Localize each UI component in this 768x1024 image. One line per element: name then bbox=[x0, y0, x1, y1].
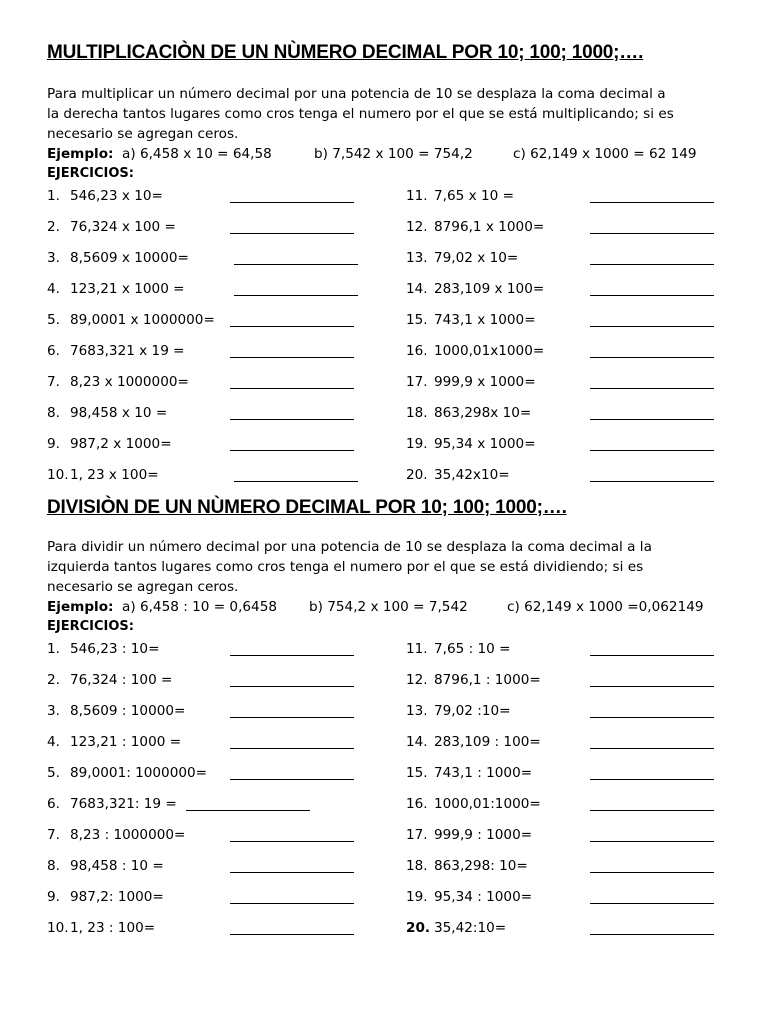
answer-blank[interactable] bbox=[230, 374, 354, 389]
exercise-number: 16. bbox=[406, 796, 428, 812]
example-label: Ejemplo: bbox=[47, 599, 114, 615]
exercise-expression: 1000,01:1000= bbox=[434, 796, 541, 812]
division-rule-line-3: necesario se agregan ceros. bbox=[47, 579, 239, 595]
exercise-number: 10. bbox=[47, 467, 69, 483]
answer-blank[interactable] bbox=[590, 672, 714, 687]
exercise-expression: 7683,321 x 19 = bbox=[70, 343, 185, 359]
exercise-number: 2. bbox=[47, 672, 60, 688]
exercise-expression: 8,5609 : 10000= bbox=[70, 703, 186, 719]
exercise-expression: 987,2 x 1000= bbox=[70, 436, 172, 452]
example-c: c) 62,149 x 1000 = 62 149 bbox=[513, 146, 697, 162]
answer-blank[interactable] bbox=[230, 765, 354, 780]
answer-blank[interactable] bbox=[590, 734, 714, 749]
exercise-number: 9. bbox=[47, 889, 60, 905]
answer-blank[interactable] bbox=[230, 827, 354, 842]
exercise-row bbox=[47, 791, 727, 822]
exercise-row bbox=[47, 400, 727, 431]
exercise-expression: 743,1 x 1000= bbox=[434, 312, 536, 328]
exercise-row bbox=[47, 431, 727, 462]
answer-blank[interactable] bbox=[230, 703, 354, 718]
exercise-row bbox=[47, 338, 727, 369]
exercise-expression: 8,23 x 1000000= bbox=[70, 374, 189, 390]
answer-blank[interactable] bbox=[590, 312, 714, 327]
exercises-heading: EJERCICIOS: bbox=[47, 619, 134, 634]
exercise-number: 19. bbox=[406, 889, 428, 905]
example-b: b) 754,2 x 100 = 7,542 bbox=[309, 599, 468, 615]
answer-blank[interactable] bbox=[230, 312, 354, 327]
exercise-row bbox=[47, 884, 727, 915]
division-rule-line-1: Para dividir un número decimal por una potencia de 10 se desplaza la coma decimal a la bbox=[47, 539, 652, 555]
answer-blank[interactable] bbox=[230, 858, 354, 873]
answer-blank[interactable] bbox=[230, 405, 354, 420]
exercise-expression: 8,5609 x 10000= bbox=[70, 250, 189, 266]
exercise-row bbox=[47, 822, 727, 853]
exercise-number: 18. bbox=[406, 858, 428, 874]
exercise-row bbox=[47, 729, 727, 760]
exercise-number: 6. bbox=[47, 343, 60, 359]
exercise-number: 1. bbox=[47, 641, 60, 657]
answer-blank[interactable] bbox=[590, 343, 714, 358]
answer-blank[interactable] bbox=[590, 405, 714, 420]
exercise-number: 11. bbox=[406, 188, 428, 204]
answer-blank[interactable] bbox=[234, 281, 358, 296]
answer-blank[interactable] bbox=[590, 889, 714, 904]
answer-blank[interactable] bbox=[590, 467, 714, 482]
answer-blank[interactable] bbox=[590, 641, 714, 656]
exercise-number: 14. bbox=[406, 734, 428, 750]
multiplication-title: MULTIPLICACIÒN DE UN NÙMERO DECIMAL POR 10; 100; 1000;…. bbox=[47, 42, 644, 63]
exercise-number: 13. bbox=[406, 703, 428, 719]
exercise-expression: 1, 23 : 100= bbox=[70, 920, 156, 936]
division-rule-line-2: izquierda tantos lugares como cros tenga el numero por el que se está dividiendo; si es bbox=[47, 559, 644, 575]
exercise-expression: 546,23 : 10= bbox=[70, 641, 160, 657]
exercise-row bbox=[47, 276, 727, 307]
example-label: Ejemplo: bbox=[47, 146, 114, 162]
exercise-expression: 7,65 : 10 = bbox=[434, 641, 511, 657]
exercise-number: 9. bbox=[47, 436, 60, 452]
exercise-expression: 1, 23 x 100= bbox=[70, 467, 159, 483]
answer-blank[interactable] bbox=[234, 250, 358, 265]
exercise-expression: 8796,1 : 1000= bbox=[434, 672, 541, 688]
exercise-expression: 7683,321: 19 = bbox=[70, 796, 177, 812]
division-section bbox=[47, 497, 727, 946]
exercise-number: 7. bbox=[47, 827, 60, 843]
exercise-number: 8. bbox=[47, 405, 60, 421]
division-title: DIVISIÒN DE UN NÙMERO DECIMAL POR 10; 100; 1000;…. bbox=[47, 497, 567, 518]
exercise-expression: 999,9 : 1000= bbox=[434, 827, 533, 843]
exercise-row bbox=[47, 667, 727, 698]
answer-blank[interactable] bbox=[590, 188, 714, 203]
exercise-number: 17. bbox=[406, 827, 428, 843]
exercise-row bbox=[47, 307, 727, 338]
exercise-row bbox=[47, 245, 727, 276]
division-example-row bbox=[47, 597, 727, 618]
exercise-expression: 1000,01x1000= bbox=[434, 343, 545, 359]
exercise-expression: 79,02 x 10= bbox=[434, 250, 519, 266]
exercise-number: 19. bbox=[406, 436, 428, 452]
answer-blank[interactable] bbox=[590, 703, 714, 718]
multiplication-rule-line-1: Para multiplicar un número decimal por una potencia de 10 se desplaza la coma decimal a bbox=[47, 86, 666, 102]
answer-blank[interactable] bbox=[230, 734, 354, 749]
exercise-expression: 283,109 : 100= bbox=[434, 734, 541, 750]
exercise-number: 16. bbox=[406, 343, 428, 359]
exercise-row bbox=[47, 636, 727, 667]
exercise-expression: 95,34 : 1000= bbox=[434, 889, 533, 905]
exercise-expression: 863,298: 10= bbox=[434, 858, 528, 874]
exercise-row bbox=[47, 369, 727, 400]
answer-blank[interactable] bbox=[590, 250, 714, 265]
exercise-row bbox=[47, 214, 727, 245]
exercise-row bbox=[47, 183, 727, 214]
exercise-expression: 98,458 x 10 = bbox=[70, 405, 168, 421]
exercise-number: 8. bbox=[47, 858, 60, 874]
exercise-expression: 8,23 : 1000000= bbox=[70, 827, 186, 843]
exercise-number: 15. bbox=[406, 765, 428, 781]
exercise-expression: 123,21 : 1000 = bbox=[70, 734, 182, 750]
division-exercise-grid bbox=[47, 636, 727, 946]
exercise-number: 1. bbox=[47, 188, 60, 204]
answer-blank[interactable] bbox=[234, 467, 358, 482]
exercise-number: 12. bbox=[406, 672, 428, 688]
answer-blank[interactable] bbox=[590, 920, 714, 935]
exercise-expression: 123,21 x 1000 = bbox=[70, 281, 185, 297]
answer-blank[interactable] bbox=[230, 436, 354, 451]
exercise-number: 5. bbox=[47, 765, 60, 781]
multiplication-rule-line-2: la derecha tantos lugares como cros tenga el numero por el que se está multiplicando; si es bbox=[47, 106, 674, 122]
exercise-expression: 987,2: 1000= bbox=[70, 889, 164, 905]
exercise-expression: 35,42x10= bbox=[434, 467, 510, 483]
answer-blank[interactable] bbox=[230, 219, 354, 234]
exercise-number: 5. bbox=[47, 312, 60, 328]
exercise-expression: 863,298x 10= bbox=[434, 405, 532, 421]
answer-blank[interactable] bbox=[230, 343, 354, 358]
exercise-number: 6. bbox=[47, 796, 60, 812]
exercise-expression: 283,109 x 100= bbox=[434, 281, 545, 297]
exercise-expression: 95,34 x 1000= bbox=[434, 436, 536, 452]
exercise-number: 2. bbox=[47, 219, 60, 235]
answer-blank[interactable] bbox=[590, 219, 714, 234]
exercise-row bbox=[47, 698, 727, 729]
example-b: b) 7,542 x 100 = 754,2 bbox=[314, 146, 473, 162]
exercise-row bbox=[47, 462, 727, 493]
exercise-number: 13. bbox=[406, 250, 428, 266]
answer-blank[interactable] bbox=[230, 920, 354, 935]
answer-blank[interactable] bbox=[590, 281, 714, 296]
answer-blank[interactable] bbox=[230, 641, 354, 656]
exercise-number: 10. bbox=[47, 920, 69, 936]
multiplication-example-row bbox=[47, 144, 727, 165]
answer-blank[interactable] bbox=[590, 374, 714, 389]
exercise-number: 7. bbox=[47, 374, 60, 390]
exercise-expression: 89,0001: 1000000= bbox=[70, 765, 208, 781]
exercise-expression: 89,0001 x 1000000= bbox=[70, 312, 215, 328]
answer-blank[interactable] bbox=[590, 858, 714, 873]
answer-blank[interactable] bbox=[230, 889, 354, 904]
example-a: a) 6,458 : 10 = 0,6458 bbox=[122, 599, 277, 615]
answer-blank[interactable] bbox=[590, 436, 714, 451]
exercise-number: 12. bbox=[406, 219, 428, 235]
answer-blank[interactable] bbox=[590, 827, 714, 842]
exercise-number: 3. bbox=[47, 703, 60, 719]
answer-blank[interactable] bbox=[230, 672, 354, 687]
multiplication-exercise-grid bbox=[47, 183, 727, 493]
answer-blank[interactable] bbox=[230, 188, 354, 203]
exercise-expression: 79,02 :10= bbox=[434, 703, 511, 719]
exercise-expression: 35,42:10= bbox=[434, 920, 507, 936]
exercise-expression: 743,1 : 1000= bbox=[434, 765, 533, 781]
exercise-expression: 7,65 x 10 = bbox=[434, 188, 514, 204]
exercise-expression: 8796,1 x 1000= bbox=[434, 219, 545, 235]
multiplication-rule-line-3: necesario se agregan ceros. bbox=[47, 126, 239, 142]
exercise-expression: 546,23 x 10= bbox=[70, 188, 163, 204]
exercise-expression: 999,9 x 1000= bbox=[434, 374, 536, 390]
exercise-number: 20. bbox=[406, 467, 428, 483]
exercise-row bbox=[47, 915, 727, 946]
exercise-number: 17. bbox=[406, 374, 428, 390]
exercise-number: 4. bbox=[47, 734, 60, 750]
exercises-heading: EJERCICIOS: bbox=[47, 166, 134, 181]
example-a: a) 6,458 x 10 = 64,58 bbox=[122, 146, 272, 162]
exercise-number: 14. bbox=[406, 281, 428, 297]
exercise-number: 20. bbox=[406, 920, 431, 936]
exercise-row bbox=[47, 760, 727, 791]
answer-blank[interactable] bbox=[590, 765, 714, 780]
answer-blank[interactable] bbox=[590, 796, 714, 811]
exercise-expression: 98,458 : 10 = bbox=[70, 858, 164, 874]
exercise-expression: 76,324 : 100 = bbox=[70, 672, 173, 688]
exercise-number: 11. bbox=[406, 641, 428, 657]
example-c: c) 62,149 x 1000 =0,062149 bbox=[507, 599, 704, 615]
exercise-number: 15. bbox=[406, 312, 428, 328]
exercise-number: 3. bbox=[47, 250, 60, 266]
answer-blank[interactable] bbox=[186, 796, 310, 811]
exercise-row bbox=[47, 853, 727, 884]
exercise-number: 4. bbox=[47, 281, 60, 297]
exercise-number: 18. bbox=[406, 405, 428, 421]
multiplication-section bbox=[47, 42, 727, 493]
exercise-expression: 76,324 x 100 = bbox=[70, 219, 176, 235]
